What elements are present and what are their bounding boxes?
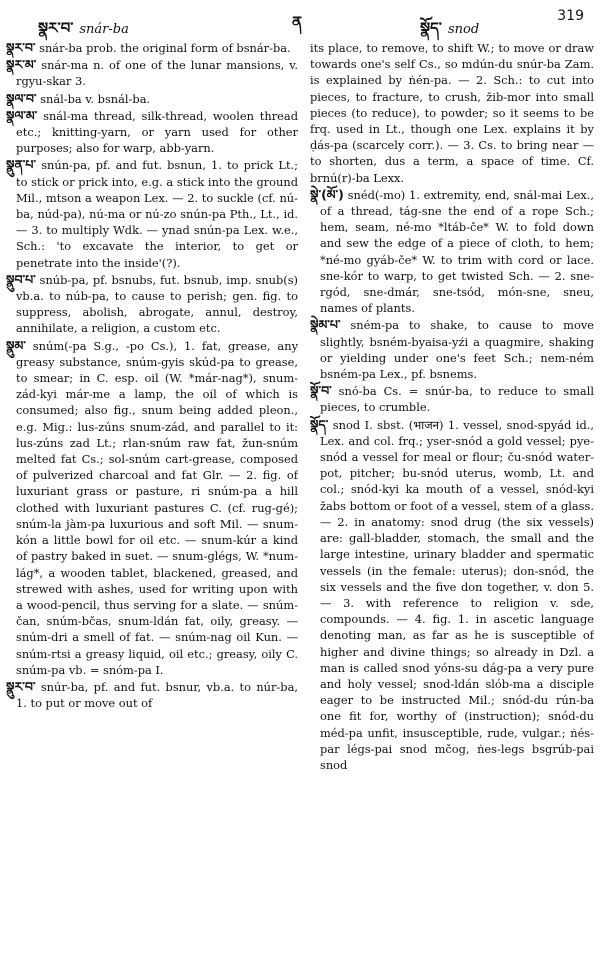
right-column bbox=[310, 40, 594, 972]
entry-headword: སྣར་བ་ bbox=[6, 40, 36, 55]
entry-headword: སྣུར་བ་ bbox=[6, 678, 36, 694]
entry-text: snéd(-mo) 1. extremity, end, snál-mai Lex., of a thread, tág-sne the end of a rope Sch.; hem, seam, né-mo *ltáb-če* W. to fold down and sew the edge of a piece of cloth, to hem; *né-mo gyáb-če* W. to trim with cord or lace. sne-kór to warp, to get twisted Sch. — 2. sne-rgód, sne-dmár, sne-tsód, món-sne, sneu, names of plants. bbox=[320, 187, 594, 316]
left-column bbox=[6, 40, 298, 972]
entry-headword: སྣུན་པ་ bbox=[6, 157, 37, 173]
entry-headword: སྣོད་ bbox=[310, 416, 329, 432]
left-head-word: snár-ba bbox=[79, 22, 129, 37]
dictionary-entry bbox=[310, 187, 594, 317]
entry-headword: སྣལ་བ་ bbox=[6, 90, 37, 106]
dictionary-entry bbox=[6, 679, 298, 711]
entry-text: snár-ma n. of one of the lunar mansions, v. rgyu-skar 3. bbox=[16, 58, 298, 89]
entry-text: snod I. sbst. (भाजन) 1. vessel, snod-spyád id., Lex. and col. frq.; yser-snód a gold vessel; pye-snód a vessel for meal or flour; ču-snód water-pot, pitcher; bu-snód uterus, womb, Lt. and col.; snód-kyi ka mouth of a vessel, snód-kyi žabs bottom or foot of a vessel, stem of a glass. — 2. in anatomy: snod drug (the six vessels) are: gall-bladder, stomach, the small and the large intestine, urinary bladder and spermatic vessels (in the female: uterus); don-snód, the six vessels and the five don together, v. don 5. — 3. with reference to religion v. sde, compounds. — 4. fig. 1. in ascetic language denoting man, as far as he is susceptible of higher and divine things; so already in Dzl. a man is called snod yóns-su dág-pa a very pure and holy vessel; snod-ldán slób-ma a disciple eager to be instructed Mil.; snód-du rún-ba one fit for, worthy of (instruction); snód-du méd-pa unfit, insusceptible, rude, vulgar.; ṅés-par légs-pai snod mčog, ṅes-legs bsgrúb-pai snod bbox=[320, 417, 594, 772]
left-head-tibetan: སྣར་བ་ bbox=[38, 19, 74, 37]
dictionary-entry bbox=[6, 157, 298, 270]
dictionary-entry bbox=[6, 40, 298, 56]
entry-text: snár-ba prob. the original form of bsnár-ba. bbox=[39, 41, 291, 55]
dictionary-entry bbox=[6, 57, 298, 89]
entry-headword: སྣར་མ་ bbox=[6, 57, 37, 73]
right-head-tibetan: སྣོད་ bbox=[420, 19, 442, 37]
entry-text: snúm(-pa S.g., -po Cs.), 1. fat, grease, any greasy substance, snúm-gyis skúd-pa to grease, to smear; in C. esp. oil (W. *már-nag*), snum-zád-kyi már-me a lamp, the oil of which is consumed; also fig., snum being added pleon., e.g. Mig.: lus-zúns snum-zád, and parallel to it: lus-zúns zad Lt.; rlan-snúm raw fat, žun-snúm melted fat Cs.; sol-snúm cart-grease, composed of pulverized charcoal and fat Glr. — 2. fig. of luxuriant grass or pasture, ri snúm-pa a hill clothed with luxuriant pastures C. (cf. rug-gé); snúm-la jàm-pa luxurious and soft Mil. — snum-kón a little bowl for oil etc. — snum-kúr a kind of pastry baked in suet. — snum-glégs, W. *num-lág*, a wooden tablet, blackened, greased, and strewed with ashes, used for writing upon with a wood-pencil, thus serving for a slate. — snúm-čan, snúm-bčas, snum-ldán fat, oily, greasy. — snúm-dri a smell of fat. — snúm-nag oil Kun. — snúm-rtsi a greasy liquid, oil etc.; greasy, oily C. snúm-pa vb. = snóm-pa I. bbox=[16, 338, 298, 677]
dictionary-entry bbox=[6, 338, 298, 678]
entry-continuation: its place, to remove, to shift W.; to move or draw towards one's self Cs., so mdún-du snúr-ba Zam. is explained by ṅén-pa. — 2. Sch.: to cut into pieces, to fracture, to crush, žib-mor into small pieces (to reduce), to powder; so it seems to be frq. used in Lt., though one Lex. explains it by ḍás-pa (scarcely corr.). — 3. Cs. to bring near — to shorten, dus a term, a space of time. Cf. brnú(r)-ba Lexx. bbox=[310, 41, 594, 185]
dictionary-entry bbox=[310, 383, 594, 415]
entry-headword: སྣུམ་ bbox=[6, 337, 26, 353]
entry-text: snál-ma thread, silk-thread, woolen thread etc.; knitting-yarn, or yarn used for other purposes; also for warp, abb-yarn. bbox=[16, 108, 298, 156]
entry-headword: སྣལ་མ་ bbox=[6, 107, 38, 123]
entry-text: sném-pa to shake, to cause to move slightly, bsném-byaisa-yźi a quagmire, shaking or yielding under one's feet Sch.; nem-ném bsném-pa Lex., pf. bsnems. bbox=[320, 318, 594, 382]
entry-headword: སྣེ་(མོ་) bbox=[310, 186, 344, 202]
dictionary-entry bbox=[6, 108, 298, 157]
right-head-word: snod bbox=[447, 22, 480, 37]
section-letter: ན bbox=[292, 13, 303, 31]
entry-text: snúb-pa, pf. bsnubs, fut. bsnub, imp. snub(s) vb.a. to núb-pa, to cause to perish; gen. fig. to suppress, abolish, abrogate, annul, destroy, annihilate, a religion, a custom etc. bbox=[16, 272, 298, 336]
entry-headword: སྣུབ་པ་ bbox=[6, 271, 36, 287]
entry-headword: སྣེམ་པ་ bbox=[310, 317, 341, 333]
entry-text: snúr-ba, pf. and fut. bsnur, vb.a. to núr-ba, 1. to put or move out of bbox=[16, 679, 298, 711]
dictionary-entry bbox=[310, 417, 594, 773]
dictionary-entry bbox=[6, 91, 298, 107]
dictionary-entry bbox=[6, 272, 298, 337]
dictionary-entry bbox=[310, 317, 594, 382]
entry-headword: སྣོ་བ་ bbox=[310, 383, 332, 399]
entry-text: snún-pa, pf. and fut. bsnun, 1. to prick Lt.; to stick or prick into, e.g. a stick into the ground Mil., mtson a weapon Lex. — 2. to suckle (cf. nú-ba, núd-pa), nú-ma or nú-zo snún-pa Pth., Lt., id. — 3. to multiply Wdk. — ynad snún-pa Lex. w.e., Sch.: 'to excavate the interior, to get or penetrate into the inside'(?). bbox=[16, 158, 298, 270]
page-header bbox=[0, 0, 600, 40]
entry-text: snó-ba Cs. = snúr-ba, to reduce to small pieces, to crumble. bbox=[320, 384, 594, 415]
entry-text: snál-ba v. bsnál-ba. bbox=[40, 91, 151, 106]
page-number: 319 bbox=[557, 8, 584, 24]
